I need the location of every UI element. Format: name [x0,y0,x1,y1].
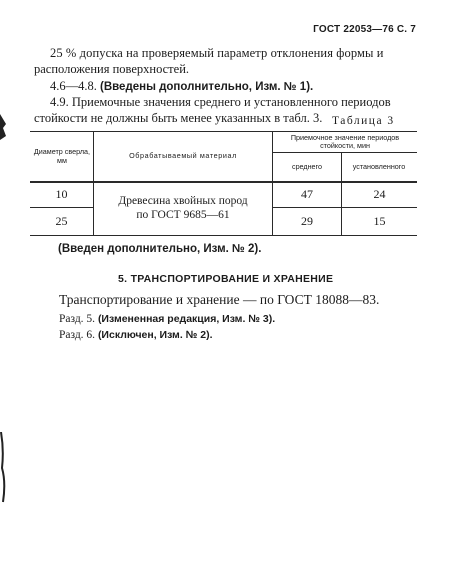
tool-life-table [30,131,417,236]
clause-reference: 4.6—4.8. [50,79,97,93]
page-header: ГОСТ 22053—76 С. 7 [313,24,416,35]
scan-edge-mark-bottom [0,432,10,504]
section-6-note [59,329,213,341]
amendment-note-2: (Введен дополнительно, Изм. № 2). [58,243,262,255]
r5-label: Разд. 5. [59,313,96,325]
section-5-title: 5. ТРАНСПОРТИРОВАНИЕ И ХРАНЕНИЕ [118,273,334,285]
table-caption: Таблица 3 [332,115,395,127]
set-row-2: 15 [373,213,386,228]
scan-edge-mark-top [0,112,8,142]
amendment-note-1: (Введены дополнительно, Изм. № 1). [100,81,314,93]
paragraph-1-line-2: расположения поверхностей. [34,62,190,76]
header-set: установленного [352,161,406,171]
diameter-row-1: 10 [55,187,68,202]
paragraph-3-line-2: стойкости не должны быть менее указанных в табл. 3. [34,111,323,125]
header-mean: среднего [291,161,323,171]
r5-amendment: (Измененная редакция, Изм. № 3). [97,313,276,325]
header-diameter: Диаметр сверла, мм [33,147,91,165]
section-5-text: Транспортирование и хранение — по ГОСТ 18088—83. [59,292,380,307]
set-row-1: 24 [373,187,386,202]
r6-label: Разд. 6. [59,329,96,341]
r6-amendment: (Исключен, Изм. № 2). [97,329,213,341]
header-period: Приемочное значение периодов стойкости, мин [290,132,400,150]
paragraph-2 [50,79,313,94]
mean-row-2: 29 [301,213,313,228]
material-cell: Древесина хвойных пород по ГОСТ 9685—61 [118,195,248,221]
header-material: Обрабатываемый материал [129,151,237,161]
paragraph-1-line-1: 25 % допуска на проверяемый параметр отклонения формы и [50,46,384,60]
paragraph-3-line-1: 4.9. Приемочные значения среднего и установленного периодов [50,95,391,109]
mean-row-1: 47 [301,187,313,202]
section-5-note [59,313,275,325]
diameter-row-2: 25 [55,213,68,228]
